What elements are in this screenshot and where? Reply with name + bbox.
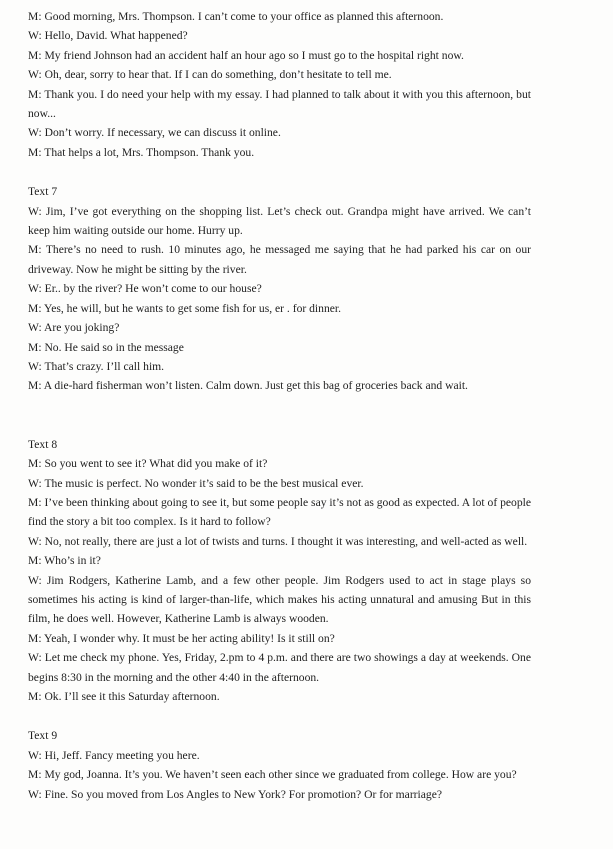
dialogue-text: There’s no need to rush. 10 minutes ago, he messaged me saying that he had parked his car on our driveway. Now he might be sitting by the river. <box>28 243 531 276</box>
dialogue-text: Fine. So you moved from Los Angles to New York? For promotion? Or for marriage? <box>44 787 442 801</box>
dialogue-text: Hi, Jeff. Fancy meeting you here. <box>44 748 200 762</box>
speaker-label: W <box>28 359 39 373</box>
dialogue-line <box>28 143 531 162</box>
speaker-label: M <box>28 87 39 101</box>
speaker-separator: : <box>38 282 45 296</box>
speaker-label: M <box>28 690 39 703</box>
speaker-label: M <box>28 631 39 645</box>
dialogue-line <box>28 454 531 473</box>
dialogue-line <box>28 123 531 142</box>
speaker-label: W <box>28 282 39 296</box>
speaker-separator: : <box>38 29 45 43</box>
speaker-separator: : <box>38 476 45 490</box>
speaker-separator: : <box>38 690 45 703</box>
speaker-separator: : <box>38 243 46 257</box>
speaker-label: W <box>28 573 39 587</box>
section-header: Text 9 <box>28 729 58 743</box>
dialogue-text: Jim, I’ve got everything on the shopping list. Let’s check out. Grandpa might have arrived. We can’t keep him waiting outside our home. Hurry up. <box>28 204 531 238</box>
dialogue-line <box>28 376 531 395</box>
dialogue-line <box>28 687 531 706</box>
dialogue-text: Yes, he will, but he wants to get some fish for us, er . for dinner. <box>44 301 342 315</box>
dialogue-line <box>28 338 531 357</box>
speaker-label: W <box>28 29 39 43</box>
transcript-section-text-7 <box>28 182 531 395</box>
speaker-label: M <box>28 495 39 509</box>
dialogue-line <box>28 318 531 337</box>
dialogue-text: Who’s in it? <box>44 554 101 568</box>
speaker-separator: : <box>38 787 45 801</box>
dialogue-text: Jim Rodgers, Katherine Lamb, and a few other people. Jim Rodgers used to act in stage plays so sometimes his acting is kind of larger-than-life, which makes his acting unnatural and amusing But in this film, he does well. However, Katherine Lamb is always wooden. <box>28 573 531 626</box>
speaker-label: M <box>28 379 39 393</box>
speaker-separator: : <box>38 379 44 393</box>
dialogue-text: So you went to see it? What did you make of it? <box>44 457 268 471</box>
dialogue-text: I’ve been thinking about going to see it, but some people say it’s not as good as expected. A lot of people find the story a bit too complex. Is it hard to follow? <box>28 495 531 529</box>
dialogue-text: My friend Johnson had an accident half an hour ago so I must go to the hospital right now. <box>44 48 464 62</box>
dialogue-line <box>28 532 531 551</box>
dialogue-text: The music is perfect. No wonder it’s said to be the best musical ever. <box>44 476 364 490</box>
speaker-separator: : <box>38 87 45 101</box>
speaker-label: M <box>28 48 39 62</box>
dialogue-line <box>28 357 531 376</box>
section-header: Text 8 <box>28 437 58 451</box>
dialogue-line <box>28 26 531 45</box>
speaker-separator: : <box>38 748 45 762</box>
section-header: Text 7 <box>28 185 58 199</box>
dialogue-line <box>28 474 531 493</box>
speaker-separator: : <box>38 68 45 82</box>
dialogue-text: Are you joking? <box>44 321 120 335</box>
dialogue-text: Good morning, Mrs. Thompson. I can’t come to your office as planned this afternoon. <box>44 10 444 23</box>
dialogue-line <box>28 299 531 318</box>
dialogue-text: Oh, dear, sorry to hear that. If I can do something, don’t hesitate to tell me. <box>44 68 392 82</box>
dialogue-line <box>28 493 531 532</box>
dialogue-line <box>28 240 531 279</box>
dialogue-text: No, not really, there are just a lot of twists and turns. I thought it was interesting, and well-acted as well. <box>44 534 528 548</box>
transcript-section-text-8 <box>28 435 531 707</box>
speaker-separator: : <box>38 145 45 159</box>
dialogue-text: Let me check my phone. Yes, Friday, 2.pm to 4 p.m. and there are two showings a day at weekends. One begins 8:30 in the morning and the other 4:40 in the afternoon. <box>28 651 531 684</box>
speaker-label: W <box>28 651 39 665</box>
speaker-separator: : <box>38 457 45 471</box>
speaker-label: M <box>28 10 39 23</box>
dialogue-line <box>28 629 531 648</box>
speaker-label: M <box>28 554 39 568</box>
dialogue-text: Er.. by the river? He won’t come to our house? <box>44 282 262 296</box>
speaker-label: M <box>28 243 39 257</box>
dialogue-line <box>28 85 531 124</box>
speaker-label: W <box>28 321 39 335</box>
speaker-separator: : <box>38 321 44 335</box>
speaker-separator: : <box>38 573 47 587</box>
speaker-separator: : <box>38 534 45 548</box>
speaker-label: W <box>28 126 39 140</box>
dialogue-text: Hello, David. What happened? <box>44 29 188 43</box>
dialogue-line <box>28 279 531 298</box>
dialogue-line <box>28 551 531 570</box>
dialogue-text: Thank you. I do need your help with my essay. I had planned to talk about it with you this afternoon, but now... <box>28 87 531 121</box>
dialogue-line <box>28 202 531 241</box>
speaker-label: M <box>28 145 39 159</box>
dialogue-text: A die-hard fisherman won’t listen. Calm down. Just get this bag of groceries back and wait. <box>43 379 468 393</box>
speaker-label: W <box>28 68 39 82</box>
speaker-separator: : <box>38 340 45 354</box>
dialogue-text: My god, Joanna. It’s you. We haven’t seen each other since we graduated from college. How are you? <box>44 768 517 782</box>
dialogue-text: That helps a lot, Mrs. Thompson. Thank you. <box>44 145 255 159</box>
speaker-separator: : <box>38 301 45 315</box>
dialogue-line <box>28 65 531 84</box>
dialogue-text: Ok. I’ll see it this Saturday afternoon. <box>44 690 220 703</box>
dialogue-line <box>28 571 531 629</box>
dialogue-text: That’s crazy. I’ll call him. <box>44 359 165 373</box>
transcript-section-continued <box>28 7 531 162</box>
speaker-label: M <box>28 768 39 782</box>
dialogue-text: No. He said so in the message <box>44 340 184 354</box>
speaker-separator: : <box>38 631 45 645</box>
dialogue-line <box>28 7 531 26</box>
speaker-separator: : <box>38 768 45 782</box>
speaker-label: W <box>28 534 39 548</box>
speaker-label: M <box>28 301 39 315</box>
speaker-separator: : <box>38 554 45 568</box>
dialogue-line <box>28 765 531 784</box>
dialogue-text: Yeah, I wonder why. It must be her acting ability! Is it still on? <box>44 631 335 645</box>
dialogue-line <box>28 648 531 687</box>
dialogue-text: Don’t worry. If necessary, we can discuss it online. <box>44 126 281 140</box>
speaker-separator: : <box>38 495 45 509</box>
speaker-label: M <box>28 457 39 471</box>
speaker-label: W <box>28 748 39 762</box>
speaker-separator: : <box>38 48 45 62</box>
speaker-separator: : <box>38 126 45 140</box>
dialogue-line <box>28 746 531 765</box>
speaker-label: W <box>28 787 39 801</box>
speaker-separator: : <box>38 10 45 23</box>
speaker-label: W <box>28 204 39 218</box>
speaker-separator: : <box>38 651 45 665</box>
speaker-label: W <box>28 476 39 490</box>
speaker-separator: : <box>38 359 45 373</box>
speaker-separator: : <box>38 204 46 218</box>
transcript-section-text-9 <box>28 726 531 804</box>
speaker-label: M <box>28 340 39 354</box>
dialogue-line <box>28 785 531 804</box>
dialogue-line <box>28 46 531 65</box>
